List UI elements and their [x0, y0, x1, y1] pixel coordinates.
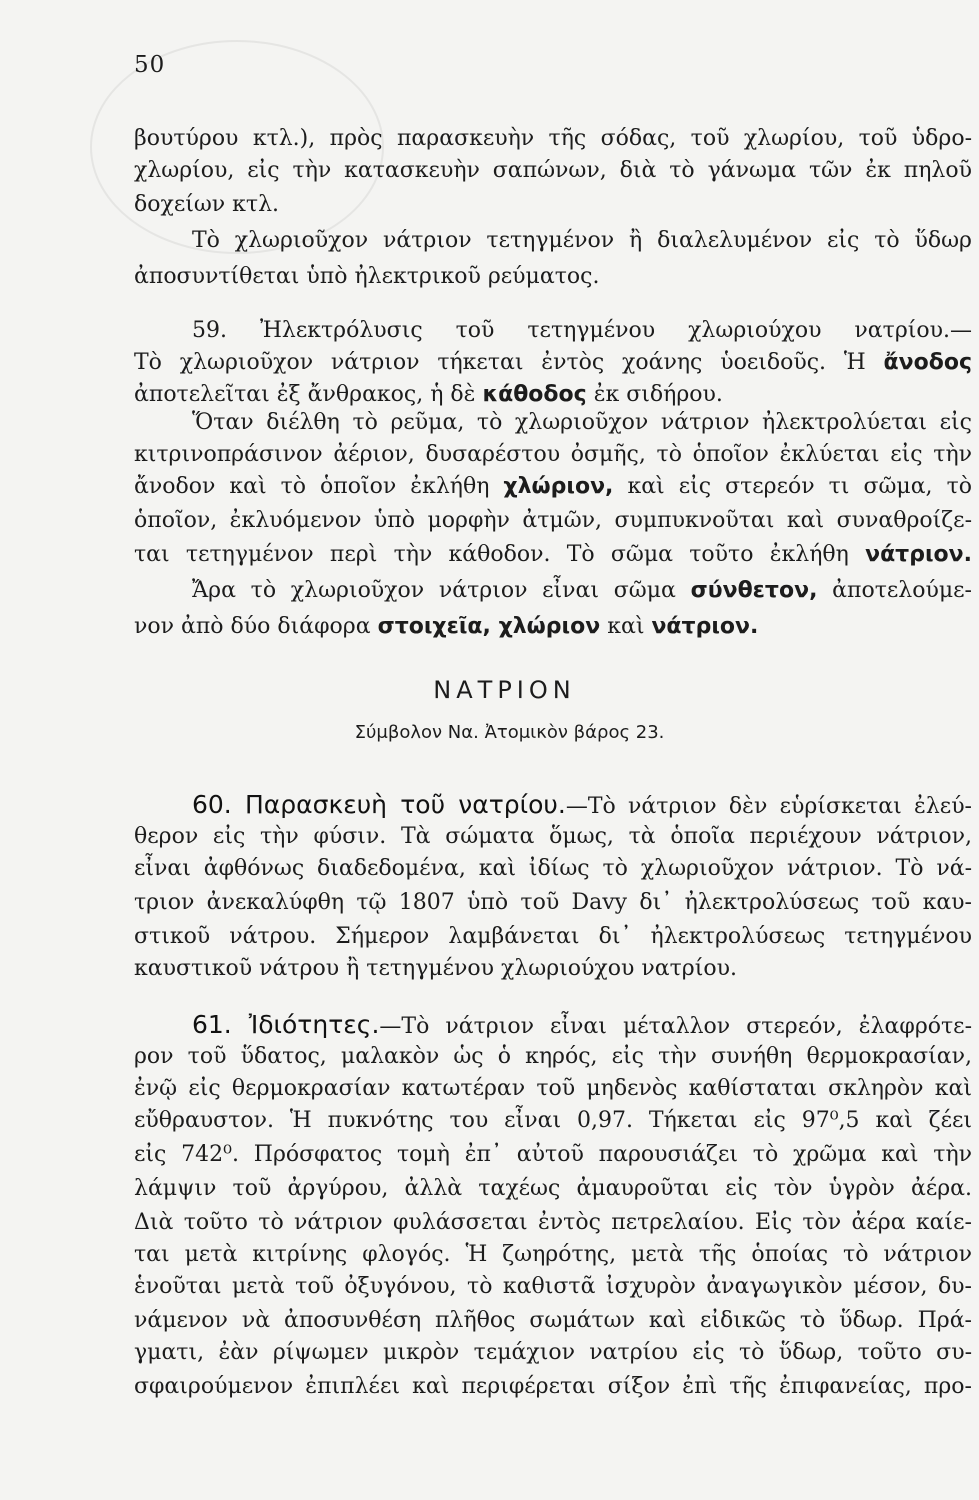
line-text: νον ἀπὸ δύο διάφορα [134, 614, 378, 639]
line-text: ρον τοῦ ὕδατος, μαλακὸν ὡς ὁ κηρός, εἰς τὴν συνήθη θερμοκρασίαν, [134, 1044, 972, 1069]
text-line [134, 1174, 972, 1206]
line-text: ἐκ σιδήρου. [586, 382, 723, 407]
text-line [134, 506, 972, 538]
text-line [134, 348, 972, 380]
paragraph-heading: 61. Ἰδιότητες. [192, 1010, 380, 1039]
line-text: Ὅταν διέλθη τὸ ρεῦμα, τὸ χλωριοῦχον νάτριον ἠλεκτρολύεται εἰς [192, 410, 972, 435]
text-line [134, 888, 972, 920]
emphasized-term: σύνθετον, [690, 578, 818, 603]
line-text: ἀποτελεῖται ἐξ ἄνθρακος, ἡ δὲ [134, 382, 483, 407]
text-line [192, 1010, 972, 1042]
line-text: καὶ εἰς στερεόν τι σῶμα, τὸ [613, 474, 972, 499]
section-title: ΝΑΤΡΙΟΝ [433, 676, 576, 704]
text-line [134, 190, 972, 222]
line-text: —Τὸ νάτριον δὲν εὑρίσκεται ἐλεύ- [565, 794, 972, 819]
text-line [134, 612, 972, 644]
text-line [192, 226, 972, 258]
text-line [134, 1074, 972, 1106]
line-text: καὶ [600, 614, 652, 639]
line-text: 59. Ἠλεκτρόλυσις τοῦ τετηγμένου χλωριούχου νατρίου.— [192, 318, 972, 343]
text-line [134, 540, 972, 572]
text-line [192, 316, 972, 348]
line-text: καυστικοῦ νάτρου ἢ τετηγμένου χλωριούχου νατρίου. [134, 956, 737, 981]
text-line [134, 1240, 972, 1272]
text-line [134, 822, 972, 854]
line-text: κιτρινοπράσινον ἀέριον, δυσαρέστου ὀσμῆς, τὸ ὁποῖον ἐκλύεται εἰς τὴν [134, 442, 972, 467]
text-line [192, 790, 972, 822]
text-line [134, 1140, 972, 1172]
text-line [134, 1372, 972, 1404]
line-text: νάμενον νὰ ἀποσυνθέση πλῆθος σωμάτων καὶ εἰδικῶς τὸ ὕδωρ. Πρά- [134, 1308, 972, 1333]
line-text: θερον εἰς τὴν φύσιν. Τὰ σώματα ὅμως, τὰ ὁποῖα περιέχουν νάτριον, [134, 824, 972, 849]
symbol-line: Σύμβολον Να. Ἀτομικὸν βάρος 23. [354, 722, 665, 743]
line-text: σφαιρούμενον ἐπιπλέει καὶ περιφέρεται σίξον ἐπὶ τῆς ἐπιφανείας, προ- [134, 1374, 972, 1399]
text-line [134, 1306, 972, 1338]
emphasized-term: νάτριον. [865, 542, 972, 567]
text-line [134, 1338, 972, 1370]
line-text: ἀποσυντίθεται ὑπὸ ἠλεκτρικοῦ ρεύματος. [134, 264, 600, 289]
page-number: 50 [134, 52, 166, 78]
text-line [134, 124, 972, 156]
line-text: Διὰ τοῦτο τὸ νάτριον φυλάσσεται ἐντὸς πετρελαίου. Εἰς τὸν ἀέρα καίε- [134, 1210, 972, 1235]
text-line [192, 576, 972, 608]
text-line [134, 440, 972, 472]
line-text: στικοῦ νάτρου. Σήμερον λαμβάνεται δι᾿ ἠλεκτρολύσεως τετηγμένου [134, 924, 972, 949]
line-text: εἶναι ἀφθόνως διαδεδομένα, καὶ ἰδίως τὸ χλωριοῦχον νάτριον. Τὸ νά- [134, 856, 972, 881]
text-line [134, 1272, 972, 1304]
line-text: εὔθραυστον. Ἡ πυκνότης του εἶναι 0,97. Τήκεται εἰς 97⁰,5 καὶ ζέει [134, 1108, 972, 1133]
emphasized-term: νάτριον. [651, 614, 759, 639]
text-line [134, 262, 972, 294]
line-text: εἰς 742⁰. Πρόσφατος τομὴ ἐπ᾿ αὐτοῦ παρουσιάζει τὸ χρῶμα καὶ τὴν [134, 1142, 972, 1167]
text-line [134, 854, 972, 886]
line-text: Τὸ χλωριοῦχον νάτριον τήκεται ἐντὸς χοάνης ὑοειδοῦς. Ἡ [134, 350, 884, 375]
line-text: ἑνοῦται μετὰ τοῦ ὀξυγόνου, τὸ καθιστᾶ ἰσχυρὸν ἀναγωγικὸν μέσον, δυ- [134, 1274, 972, 1299]
text-line [134, 954, 972, 986]
line-text: Τὸ χλωριοῦχον νάτριον τετηγμένον ἢ διαλελυμένον εἰς τὸ ὕδωρ [192, 228, 972, 253]
line-text: Ἄρα τὸ χλωριοῦχον νάτριον εἶναι σῶμα [192, 578, 691, 603]
line-text: λάμψιν τοῦ ἀργύρου, ἀλλὰ ταχέως ἀμαυροῦται εἰς τὸν ὑγρὸν ἀέρα. [134, 1176, 972, 1201]
text-line [134, 1106, 972, 1138]
paragraph-heading: 60. Παρασκευὴ τοῦ νατρίου. [192, 790, 566, 819]
line-text: —Τὸ νάτριον εἶναι μέταλλον στερεόν, ἐλαφρότε- [379, 1014, 972, 1039]
emphasized-term: χλώριον, [503, 474, 614, 499]
line-text: βουτύρου κτλ.), πρὸς παρασκευὴν τῆς σόδας, τοῦ χλωρίου, τοῦ ὑδρο- [134, 126, 972, 151]
line-text: χλωρίου, εἰς τὴν κατασκευὴν σαπώνων, διὰ τὸ γάνωμα τῶν ἐκ πηλοῦ [134, 158, 972, 183]
line-text: ἄνοδον καὶ τὸ ὁποῖον ἐκλήθη [134, 474, 504, 499]
text-line [134, 156, 972, 188]
emphasized-term: στοιχεῖα, χλώριον [377, 614, 601, 639]
text-line [134, 1208, 972, 1240]
text-line [192, 408, 972, 440]
line-text: τριον ἀνεκαλύφθη τῷ 1807 ὑπὸ τοῦ Davy δι᾿ ἠλεκτρολύσεως τοῦ καυ- [134, 890, 972, 915]
line-text: ἐνῷ εἰς θερμοκρασίαν κατωτέραν τοῦ μηδενὸς καθίσταται σκληρὸν καὶ [134, 1076, 972, 1101]
text-line [134, 922, 972, 954]
line-text: ται μετὰ κιτρίνης φλογός. Ἡ ζωηρότης, μετὰ τῆς ὁποίας τὸ νάτριον [134, 1242, 972, 1267]
line-text: δοχείων κτλ. [134, 192, 280, 217]
line-text: γματι, ἐὰν ρίψωμεν μικρὸν τεμάχιον νατρίου εἰς τὸ ὕδωρ, τοῦτο συ- [134, 1340, 972, 1365]
line-text: ἀποτελούμε- [817, 578, 972, 603]
line-text: ται τετηγμένον περὶ τὴν κάθοδον. Τὸ σῶμα τοῦτο ἐκλήθη [134, 542, 866, 567]
line-text: ὁποῖον, ἐκλυόμενον ὑπὸ μορφὴν ἀτμῶν, συμπυκνοῦται καὶ συναθροίζε- [134, 508, 972, 533]
emphasized-term: ἄνοδος [883, 350, 972, 375]
emphasized-term: κάθοδος [482, 382, 587, 407]
text-line [134, 472, 972, 504]
text-line [134, 1042, 972, 1074]
